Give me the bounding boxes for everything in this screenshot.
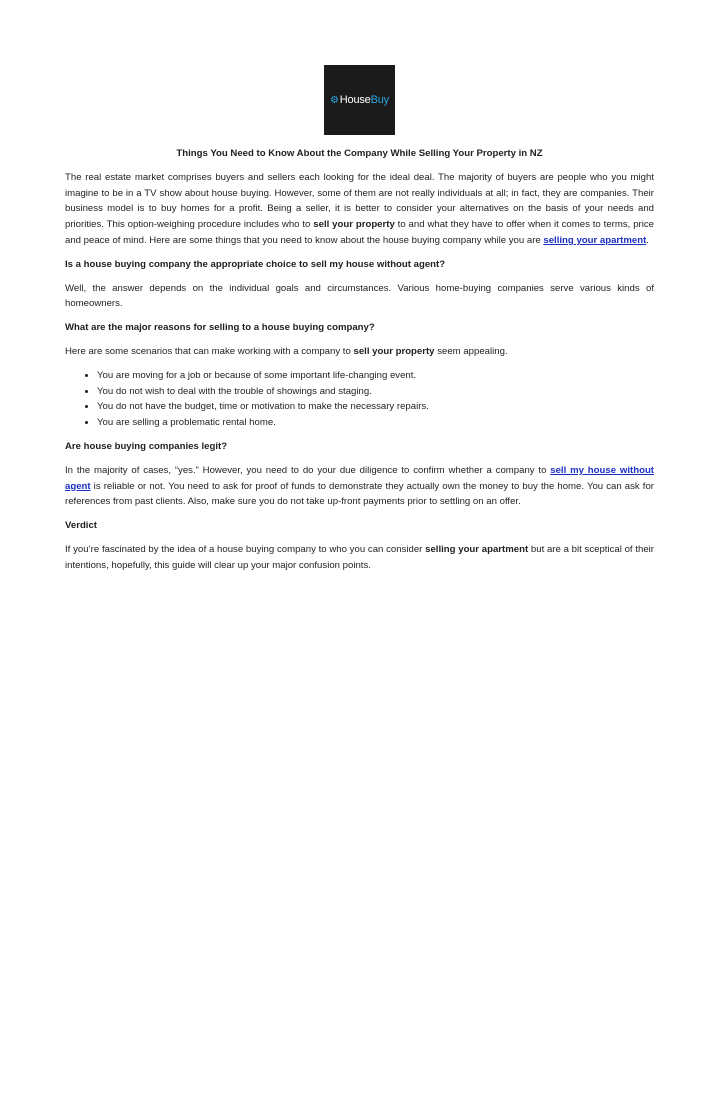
intro-paragraph — [65, 170, 654, 249]
article-title: Things You Need to Know About the Company While Selling Your Property in NZ — [176, 148, 543, 159]
link-sell-my-house-without-agent[interactable]: sell my house without agent — [65, 464, 654, 492]
scenarios-text-2: seem appealing. — [434, 345, 508, 357]
list-item: • You are moving for a job or because of some important life-changing event. — [97, 368, 654, 384]
article-body — [65, 146, 654, 582]
heading-appropriate-choice: Is a house buying company the appropriate choice to sell my house without agent? — [65, 258, 446, 270]
verdict-text-1: If you’re fascinated by the idea of a house buying company to who you can consider — [65, 543, 426, 555]
reasons-list — [65, 368, 654, 431]
legit-text-2: is reliable or not. You need to ask for proof of funds to demonstrate they actually own the money to buy the home. You can ask for references from past clients. Also, make sure you do not take up-front payments prior to settling on an offer. — [65, 480, 654, 508]
paragraph-appropriate-choice: Well, the answer depends on the individual goals and circumstances. Various home-buying companies serve various kinds of homeowners. — [65, 282, 654, 310]
paragraph-legit — [65, 463, 654, 510]
heading-verdict: Verdict — [65, 520, 97, 532]
logo-text — [330, 94, 389, 106]
housebuy-logo — [324, 65, 395, 135]
intro-text-3: . — [646, 234, 649, 246]
verdict-bold-selling-your-apartment: selling your apartment — [425, 543, 529, 555]
scenarios-text-1: Here are some scenarios that can make working with a company to — [65, 345, 354, 357]
list-item: • You do not wish to deal with the trouble of showings and staging. — [97, 384, 654, 400]
intro-text-1: The real estate market comprises buyers and sellers each looking for the ideal deal. The majority of buyers are people who you might imagine to be in a TV show about house buying. However, some of them are not really individuals at all; in fact, they are companies. Their business model is to buy homes for a profit. Being a seller, it is better to consider your alternatives on the basis of your needs and priorities. This option-weighing procedure includes who to — [65, 171, 654, 231]
paragraph-verdict — [65, 542, 654, 574]
paragraph-scenarios — [65, 344, 654, 360]
gear-icon: ⚙ — [330, 95, 339, 106]
intro-bold-sell-your-property: sell your property — [313, 219, 395, 231]
verdict-text-2: but are a bit sceptical of their intentions, hopefully, this guide will clear up your major confusion points. — [65, 543, 654, 571]
scenarios-bold-sell-your-property: sell your property — [353, 345, 435, 357]
list-item: • You do not have the budget, time or motivation to make the necessary repairs. — [97, 399, 654, 415]
logo-text-house: House — [339, 94, 371, 106]
legit-text-1: In the majority of cases, “yes.” However, you need to do your due diligence to confirm whether a company to — [65, 464, 551, 476]
heading-legit: Are house buying companies legit? — [65, 440, 228, 452]
list-item: • You are selling a problematic rental home. — [97, 415, 654, 431]
link-selling-your-apartment[interactable]: selling your apartment — [543, 234, 647, 246]
logo-text-buy: Buy — [370, 94, 389, 106]
heading-major-reasons: What are the major reasons for selling to a house buying company? — [65, 322, 375, 334]
intro-text-2: to and what they have to offer when it comes to terms, price and peace of mind. Here are some things that you need to know about the house buying company while you are — [65, 219, 654, 246]
